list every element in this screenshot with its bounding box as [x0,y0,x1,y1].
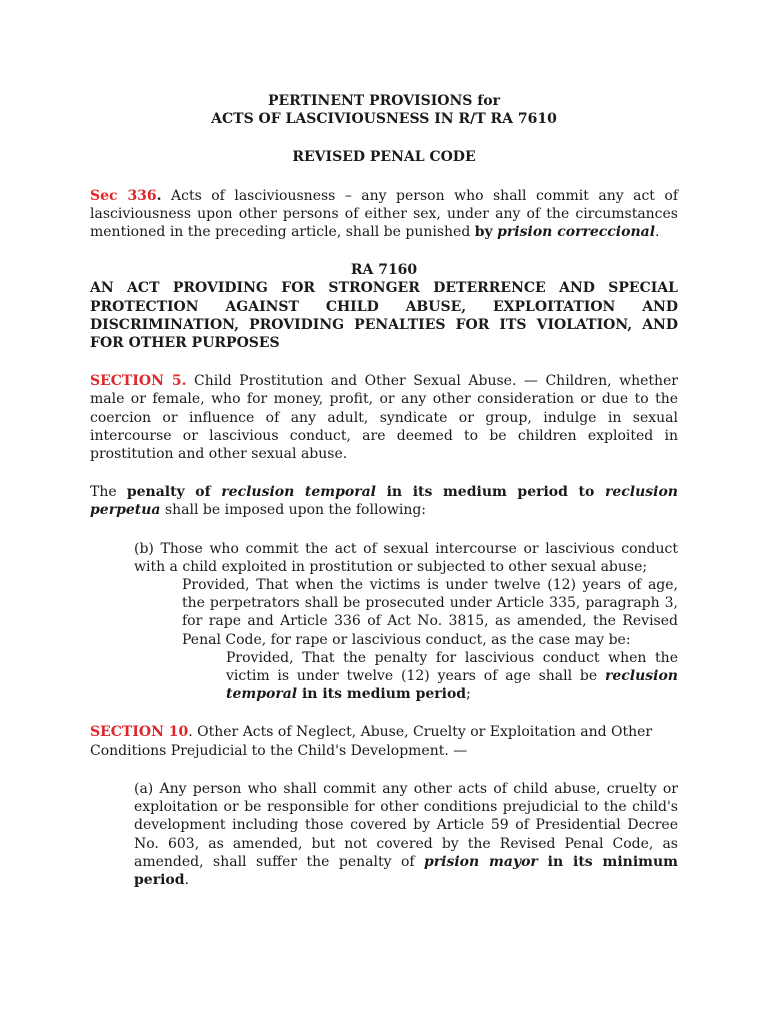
proviso2-period: in its medium period [297,686,467,703]
penalty-bold2: in its medium period to [376,484,605,501]
sec336-paragraph [90,187,678,242]
sec10-label: SECTION 10 [90,724,189,741]
document-page [90,92,678,889]
sec336-by: by [474,224,493,241]
penalty-pre: The [90,484,127,501]
sec10-paragraph [90,723,678,759]
document-title-line2: ACTS OF LASCIVIOUSNESS IN R/T RA 7610 [211,111,557,128]
sec336-penalty: prision correccional [497,224,656,241]
sec5-item-b: (b) Those who commit the act of sexual intercourse or lascivious conduct with a child exploited in prostitution or subjected to other sexual abuse; [134,540,678,575]
sec10-text: . Other Acts of Neglect, Abuse, Cruelty or Exploitation and Other Conditions Prejudicial to the Child's Development. — [90,724,653,759]
sec5-proviso2 [226,649,678,704]
sec10-item-a [134,780,678,889]
sec5-label: SECTION 5. [90,373,187,390]
proviso2-reclusion: reclusion temporal [226,668,678,703]
sec10-a-end: . [184,871,189,888]
title-block [90,92,678,128]
document-title-line1: PERTINENT PROVISIONS for [267,93,500,109]
sec336-end: . [655,224,660,241]
sec5-text: Child Prostitution and Other Sexual Abuse. — Children, whether male or female, who for money, profit, or any other consideration or due to the coercion or influence of any adult, syndicate or group, indulge in sexual intercourse or lascivious conduct, are deemed to be children exploited in prostitution and other sexual abuse. [90,373,678,463]
sec10-a-text: (a) Any person who shall commit any other acts of child abuse, cruelty or exploitation or be responsible for other conditions prejudicial to the child's development including those covered by Article 59 of Presidential Decree No. 603, as amended, but not covered by the Revised Penal Code, as amended, shall suffer the penalty of [134,780,678,870]
penalty-bold1: penalty of [126,484,222,501]
sec5-proviso1: Provided, That when the victims is under twelve (12) years of age, the perpetrators shall be prosecuted under Article 335, paragraph 3, for rape and Article 336 of Act No. 3815, as amended, the Revised Penal Code, for rape or lascivious conduct, as the case may be: [182,577,678,648]
sec336-text: Acts of lasciviousness – any person who shall commit any act of lasciviousness upon other persons of either sex, under any of the circumstances mentioned in the preceding article, shall be punished [90,187,679,241]
proviso2-pre: Provided, That the penalty for lascivious conduct when the victim is under twelve (12) years of age shall be [226,649,678,685]
sec336-label: Sec 336 [90,187,157,204]
ra-title: RA 7160 [350,262,418,279]
sec10-minimum-period: in its minimum period [134,853,678,888]
sec5-paragraph [90,372,678,463]
penalty-post: shall be imposed upon the following: [160,502,427,519]
revised-penal-code-heading: REVISED PENAL CODE [292,149,476,166]
sec10-prision-mayor: prision mayor [424,853,538,870]
penalty-reclusion-temporal: reclusion temporal [221,484,376,501]
sec336-dot: . [156,187,162,204]
penalty-reclusion-perpetua: reclusion perpetua [90,484,678,519]
sec5-penalty-paragraph [90,483,678,519]
proviso2-end: ; [466,686,471,703]
ra-act-title: AN ACT PROVIDING FOR STRONGER DETERRENCE AND SPECIAL PROTECTION AGAINST CHILD ABUSE, EXPLOITATION AND DISCRIMINATION, PROVIDING PENALTIES FOR ITS VIOLATION, AND FOR OTHER PURPOSES [90,280,678,352]
